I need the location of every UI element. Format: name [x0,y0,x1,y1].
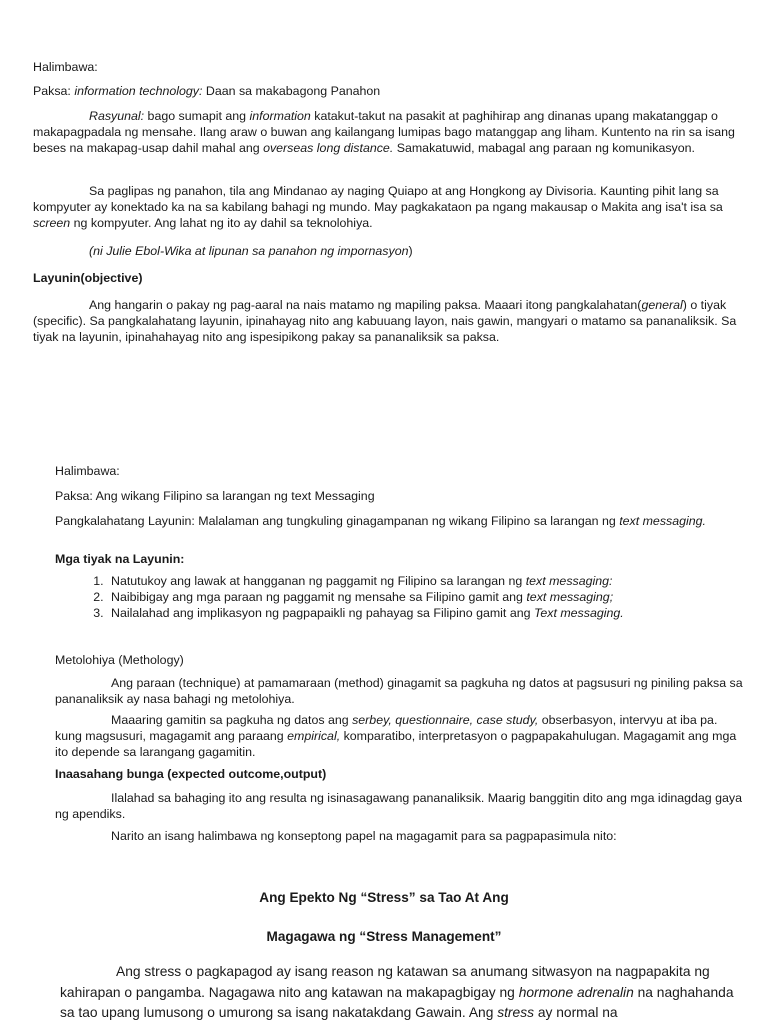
rasyunal-text-b: katakut-takut na pasakit at paghihirap ang dinanas upang makatanggap o makapagpadala ng mensahe. Ilang araw o buwan ang kailangang lumipas bago matanggap ang liham. Kuntento na rin sa isang beses na makapag-usap dahil mahal ang [33,109,735,155]
list-item-italic: text messaging; [526,589,614,604]
list-item [107,590,745,606]
layunin-text-b: ) o tiyak (specific). Sa pangkalahatang layunin, ipinahayag nito ang kabuuang layon, nais gawin, mangyari o matamo sa pananaliksik. Sa tiyak na layunin, ipinahahayag nito ang ispesipikong pakay sa pananaliksik sa paksa. [33,298,737,344]
list-item-italic: text messaging: [525,574,613,588]
paglipas-paragraph [33,184,738,231]
list-item-text: Naibibigay ang mga paraan ng paggamit ng mensahe sa Filipino gamit ang [111,589,527,604]
citation-close: ) [408,244,413,258]
stress-text-b: na naghahanda sa tao upang lumusong o umurong sa isang nakatakdang Gawain. Ang [60,984,734,1020]
metolohiya-empirical: empirical, [287,728,341,743]
metolohiya-text-c: komparatibo, interpretasyon o pagpapakahulugan. Magagamit ang mga ito depende sa larangang gagamitin. [55,728,737,759]
paglipas-text-a: Sa paglipas ng panahon, tila ang Mindanao ay naging Quiapo at ang Hongkong ay Divisoria. Kaunting pihit lang sa kompyuter ay konektado ka na sa kabilang bahagi ng mundo. May pagkakataon pa ngang makausap o Makita ang isa't isa sa [33,184,723,214]
stress-hormone: hormone adrenalin [518,984,634,1000]
concept-paper-title-line-2: Magagawa ng “Stress Management” [266,929,502,944]
stress-text-c: ay normal na [534,1005,618,1020]
metolohiya-text-b: obserbasyon, intervyu at iba pa. kung magsusuri, magagamit ang paraang [55,713,718,743]
rasyunal-information: information [249,109,311,123]
list-item [107,606,745,622]
paksa-rest: Daan sa makabagong Panahon [202,84,381,98]
list-item-italic: Text messaging. [533,605,624,620]
layunin-heading: Layunin(objective) [33,271,143,285]
list-item [107,574,745,590]
paglipas-text-b: ng kompyuter. Ang lahat ng ito ay dahil sa teknolohiya. [70,215,373,230]
inaasahang-paragraph-2: Narito an isang halimbawa ng konseptong papel na magagamit para sa pagpapasimula nito: [111,829,617,843]
rasyunal-text-c: Samakatuwid, mabagal ang paraan ng komunikasyon. [393,140,695,155]
inaasahang-paragraph-1: Ilalahad sa bahaging ito ang resulta ng isinasagawang pananaliksik. Maarig banggitin dito ang mga idinagdag gaya ng apendiks. [55,791,742,821]
list-item-text: Natutukoy ang lawak at hangganan ng paggamit ng Filipino sa larangan ng [111,574,526,588]
metolohiya-heading: Metolohiya (Methology) [55,653,184,667]
stress-word: stress [497,1005,534,1020]
list-item-text: Nailalahad ang implikasyon ng pagpapaikli ng pahayag sa Filipino gamit ang [111,605,534,620]
stress-text-a: Ang stress o pagkapagod ay isang reason ng katawan sa anumang sitwasyon na nagpapakita ng kahirapan o pangamba. Nagagawa nito ang katawan na makapagbigay ng [60,964,710,1000]
example-label-1: Halimbawa: [33,60,98,74]
pangkalahatang-layunin [55,514,745,530]
pangkalahatan-italic: text messaging. [619,514,706,528]
layunin-paragraph [33,298,738,345]
paksa-line-2: Paksa: Ang wikang Filipino sa larangan ng text Messaging [55,489,375,503]
paksa-label: Paksa: [33,84,75,98]
tiyak-heading: Mga tiyak na Layunin: [55,552,185,566]
paksa-line-1 [33,84,738,100]
concept-paper-title-line-1: Ang Epekto Ng “Stress” sa Tao At Ang [259,890,509,905]
paglipas-screen: screen [33,215,71,230]
metolohiya-serbey: serbey, questionnaire, case study, [352,713,539,727]
citation [33,244,738,260]
pangkalahatan-text: Pangkalahatang Layunin: Malalaman ang tungkuling ginagampanan ng wikang Filipino sa larangan ng [55,514,620,528]
metolohiya-paragraph-1: Ang paraan (technique) at pamamaraan (method) ginagamit sa pagkuha ng datos at pagsusuri ng piniling paksa sa pananaliksik ay nasa bahagi ng metolohiya. [55,676,743,706]
rasyunal-paragraph [33,109,738,156]
inaasahang-heading: Inaasahang bunga (expected outcome,output) [55,767,327,781]
metolohiya-paragraph-2 [55,713,745,760]
rasyunal-overseas: overseas long distance. [263,140,394,155]
tiyak-list [55,574,745,621]
example-label-2: Halimbawa: [55,464,120,478]
paksa-topic: information technology: [74,84,203,98]
layunin-general: general [641,298,683,312]
stress-paragraph [60,962,740,1024]
rasyunal-label: Rasyunal: [89,109,145,123]
citation-text: (ni Julie Ebol-Wika at lipunan sa panahon ng impornasyon [89,244,409,258]
layunin-text-a: Ang hangarin o pakay ng pag-aaral na nais matamo ng mapiling paksa. Maaari itong pangkalahatan( [89,298,642,312]
rasyunal-text-a: bago sumapit ang [144,109,250,123]
metolohiya-text-a: Maaaring gamitin sa pagkuha ng datos ang [111,713,353,727]
